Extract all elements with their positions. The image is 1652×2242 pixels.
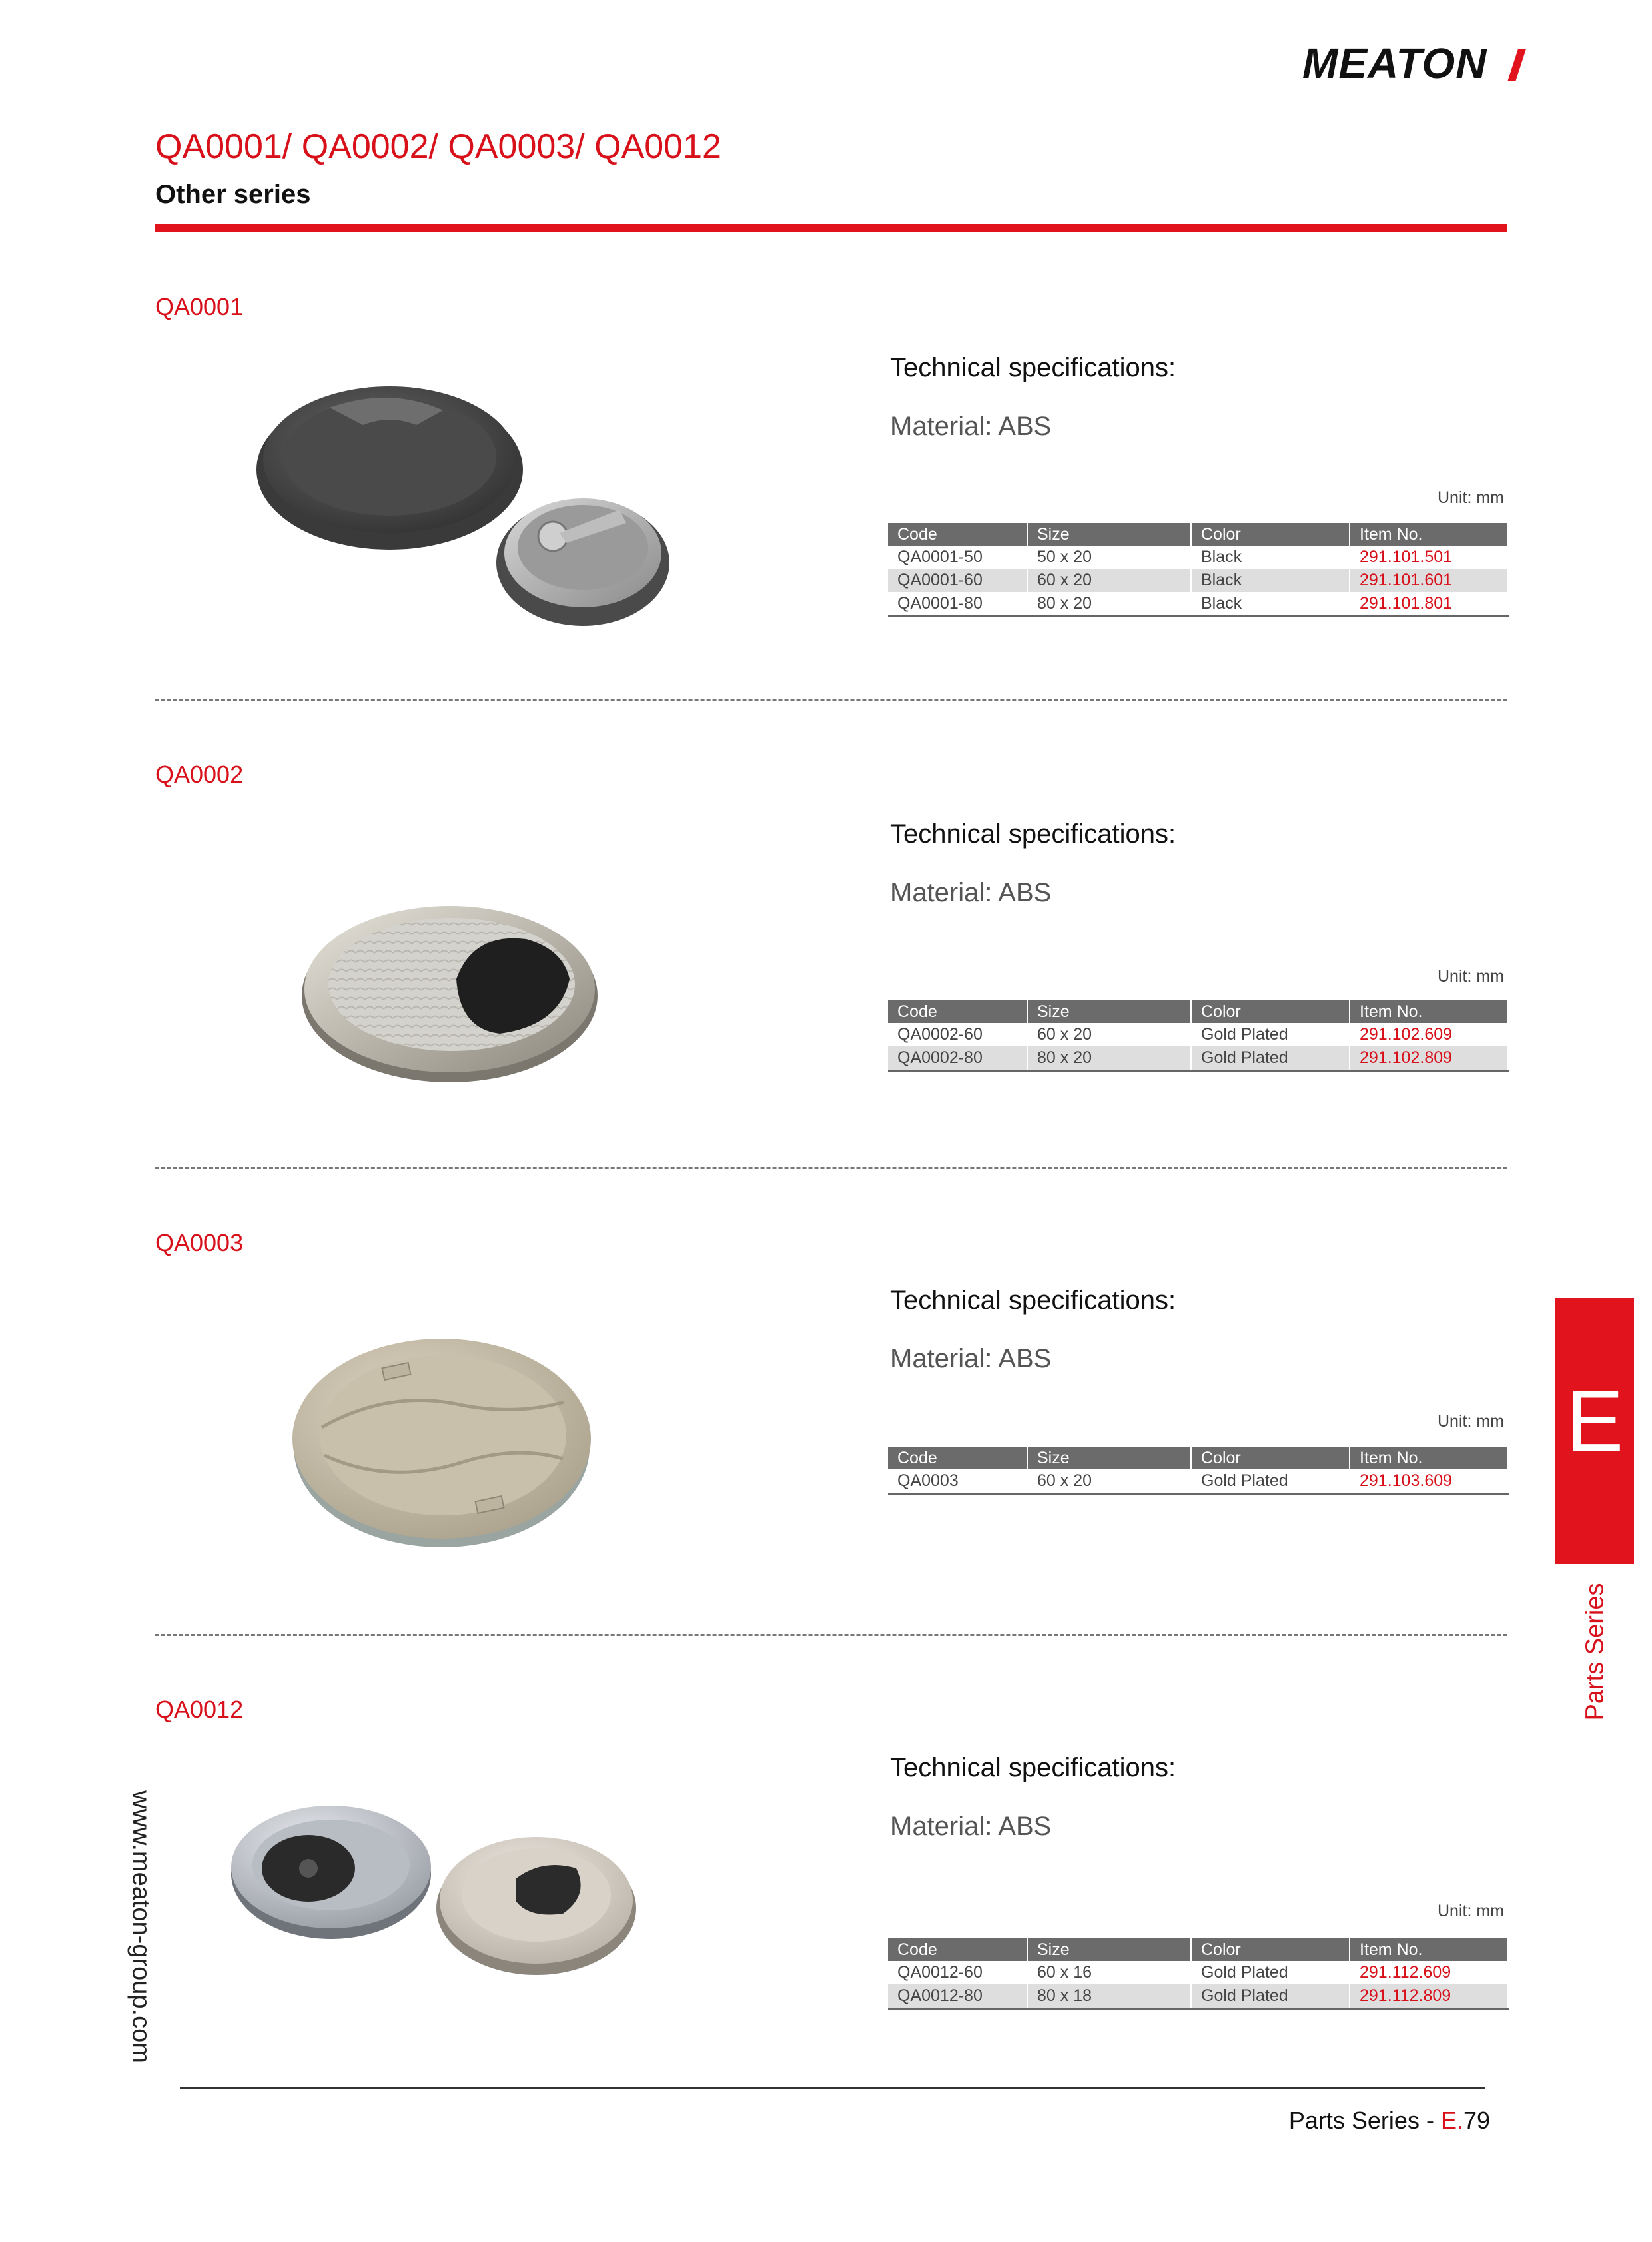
col-header-code: Code <box>888 523 1027 546</box>
page-subtitle: Other series <box>155 180 311 209</box>
unit-qa0012: Unit: mm <box>1438 1902 1504 1920</box>
col-header-color: Color <box>1191 1000 1350 1023</box>
cell-item-no: 291.101.501 <box>1350 546 1508 569</box>
cell-code: QA0001-50 <box>888 546 1027 569</box>
cell-item-no: 291.102.609 <box>1350 1023 1508 1046</box>
col-header-color: Color <box>1191 1447 1350 1469</box>
section-divider <box>155 1167 1507 1169</box>
brand-logo-text: MEATON <box>1302 39 1487 87</box>
table-row <box>888 569 1508 592</box>
cell-size: 60 x 20 <box>1027 569 1191 592</box>
cell-size: 80 x 18 <box>1027 1984 1191 2009</box>
section-label-qa0003: QA0003 <box>155 1229 244 1256</box>
spec-title-qa0003: Technical specifications: <box>890 1286 1176 1315</box>
footer-rule <box>180 2087 1485 2089</box>
cell-size: 60 x 20 <box>1027 1469 1191 1494</box>
cell-color: Gold Plated <box>1191 1961 1350 1984</box>
cell-size: 60 x 16 <box>1027 1961 1191 1984</box>
cell-item-no: 291.101.801 <box>1350 592 1508 617</box>
chapter-side-label: Parts Series <box>1581 1583 1609 1721</box>
spec-title-qa0012: Technical specifications: <box>890 1753 1176 1782</box>
col-header-item-no: Item No. <box>1350 1938 1508 1961</box>
table-header-row <box>888 1000 1508 1023</box>
section-divider <box>155 1634 1507 1636</box>
unit-qa0003: Unit: mm <box>1438 1412 1504 1431</box>
col-header-code: Code <box>888 1000 1027 1023</box>
section-label-qa0002: QA0002 <box>155 761 244 788</box>
table-row <box>888 1469 1508 1494</box>
cell-code: QA0002-80 <box>888 1046 1027 1071</box>
cell-size: 80 x 20 <box>1027 592 1191 617</box>
cell-code: QA0012-60 <box>888 1961 1027 1984</box>
col-header-code: Code <box>888 1938 1027 1961</box>
cell-item-no: 291.112.809 <box>1350 1984 1508 2009</box>
col-header-color: Color <box>1191 1938 1350 1961</box>
cell-color: Gold Plated <box>1191 1984 1350 2009</box>
cell-item-no: 291.112.609 <box>1350 1961 1508 1984</box>
cell-size: 80 x 20 <box>1027 1046 1191 1071</box>
cell-code: QA0003 <box>888 1469 1027 1494</box>
table-row <box>888 1023 1508 1046</box>
material-qa0001: Material: ABS <box>890 412 1052 441</box>
cell-color: Black <box>1191 569 1350 592</box>
cell-code: QA0012-80 <box>888 1984 1027 2009</box>
unit-qa0002: Unit: mm <box>1438 967 1504 986</box>
material-qa0002: Material: ABS <box>890 878 1052 907</box>
table-row <box>888 1046 1508 1071</box>
product-image-qa0003 <box>290 1329 593 1552</box>
chapter-tab-letter: E <box>1565 1372 1624 1469</box>
material-qa0003: Material: ABS <box>890 1344 1052 1373</box>
col-header-size: Size <box>1027 523 1191 546</box>
unit-qa0001: Unit: mm <box>1438 488 1504 507</box>
table-header-row <box>888 1447 1508 1469</box>
col-header-item-no: Item No. <box>1350 523 1508 546</box>
col-header-size: Size <box>1027 1938 1191 1961</box>
chapter-tab <box>1555 1298 1634 1564</box>
section-label-qa0001: QA0001 <box>155 293 244 320</box>
col-header-item-no: Item No. <box>1350 1447 1508 1469</box>
cell-item-no: 291.102.809 <box>1350 1046 1508 1071</box>
spec-table-qa0012 <box>888 1938 1509 2010</box>
footer-prefix: Parts Series - <box>1288 2107 1441 2134</box>
cell-code: QA0002-60 <box>888 1023 1027 1046</box>
section-divider <box>155 699 1507 701</box>
material-qa0012: Material: ABS <box>890 1812 1052 1841</box>
table-row <box>888 592 1508 617</box>
cell-size: 50 x 20 <box>1027 546 1191 569</box>
footer-page-number: 79 <box>1463 2107 1490 2134</box>
table-row <box>888 546 1508 569</box>
table-row <box>888 1984 1508 2009</box>
logo-accent-mark <box>1507 49 1526 81</box>
table-header-row <box>888 523 1508 546</box>
section-label-qa0012: QA0012 <box>155 1696 244 1723</box>
cell-size: 60 x 20 <box>1027 1023 1191 1046</box>
cell-color: Gold Plated <box>1191 1046 1350 1071</box>
spec-table-qa0002 <box>888 1000 1509 1072</box>
cell-item-no: 291.101.601 <box>1350 569 1508 592</box>
product-image-qa0001 <box>256 373 669 639</box>
cell-code: QA0001-60 <box>888 569 1027 592</box>
cell-code: QA0001-80 <box>888 592 1027 617</box>
spec-title-qa0002: Technical specifications: <box>890 819 1176 849</box>
cell-item-no: 291.103.609 <box>1350 1469 1508 1494</box>
title-rule <box>155 224 1507 232</box>
spec-table-qa0001 <box>888 523 1509 617</box>
spec-table-qa0003 <box>888 1447 1509 1495</box>
website-url: www.meaton-group.com <box>127 1790 155 2063</box>
cell-color: Black <box>1191 546 1350 569</box>
col-header-code: Code <box>888 1447 1027 1469</box>
cell-color: Gold Plated <box>1191 1023 1350 1046</box>
brand-logo <box>1302 39 1515 92</box>
table-row <box>888 1961 1508 1984</box>
table-header-row <box>888 1938 1508 1961</box>
product-image-qa0002 <box>300 893 600 1086</box>
product-image-qa0012 <box>230 1802 639 1978</box>
page-footer <box>1289 2107 1490 2135</box>
footer-chapter: E. <box>1440 2107 1463 2134</box>
col-header-size: Size <box>1027 1447 1191 1469</box>
cell-color: Gold Plated <box>1191 1469 1350 1494</box>
col-header-size: Size <box>1027 1000 1191 1023</box>
col-header-item-no: Item No. <box>1350 1000 1508 1023</box>
col-header-color: Color <box>1191 523 1350 546</box>
page-title: QA0001/ QA0002/ QA0003/ QA0012 <box>155 127 721 166</box>
spec-title-qa0001: Technical specifications: <box>890 353 1176 382</box>
cell-color: Black <box>1191 592 1350 617</box>
